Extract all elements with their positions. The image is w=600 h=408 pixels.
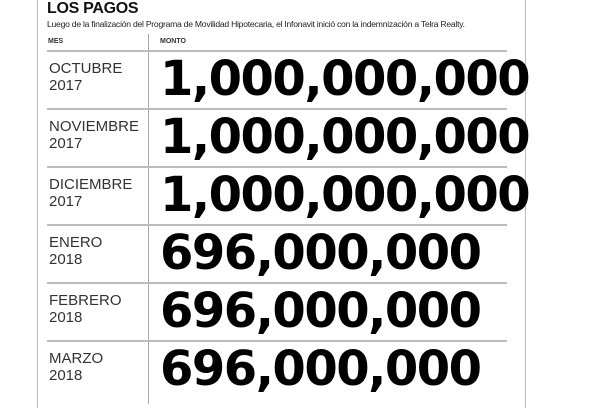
amount-cell: 1,000,000,000	[160, 109, 530, 165]
month-cell	[49, 234, 102, 268]
year-label: 2018	[49, 367, 83, 384]
month-cell	[49, 350, 103, 384]
year-label: 2017	[49, 193, 83, 210]
year-label: 2018	[49, 309, 83, 326]
table-row	[47, 340, 507, 400]
table-row	[47, 50, 530, 110]
month-cell	[49, 118, 139, 152]
infographic-title: LOS PAGOS	[47, 0, 139, 17]
table-row	[47, 108, 530, 168]
amount-cell: 696,000,000	[160, 225, 481, 281]
month-label: FEBRERO	[49, 292, 122, 309]
year-label: 2017	[49, 135, 83, 152]
column-header-amount: MONTO	[160, 38, 186, 45]
month-cell	[49, 292, 122, 326]
month-label: MARZO	[49, 350, 104, 367]
table-row	[47, 224, 507, 284]
year-label: 2017	[49, 77, 83, 94]
month-label: OCTUBRE	[49, 60, 123, 77]
year-label: 2018	[49, 251, 83, 268]
column-header-month: MES	[48, 38, 64, 45]
month-cell	[49, 60, 122, 94]
month-label: DICIEMBRE	[49, 176, 133, 193]
table-row	[47, 282, 507, 342]
amount-cell: 696,000,000	[160, 283, 481, 339]
amount-cell: 1,000,000,000	[160, 51, 530, 107]
infographic-subtitle: Luego de la finalización del Programa de Movilidad Hipotecaria, el Infonavit inició con la indemnización a Telra Realty.	[47, 19, 465, 29]
amount-cell: 1,000,000,000	[160, 167, 530, 223]
month-cell	[49, 176, 132, 210]
month-label: NOVIEMBRE	[49, 118, 140, 135]
month-label: ENERO	[49, 234, 103, 251]
amount-cell: 696,000,000	[160, 341, 481, 397]
table-row	[47, 166, 530, 226]
